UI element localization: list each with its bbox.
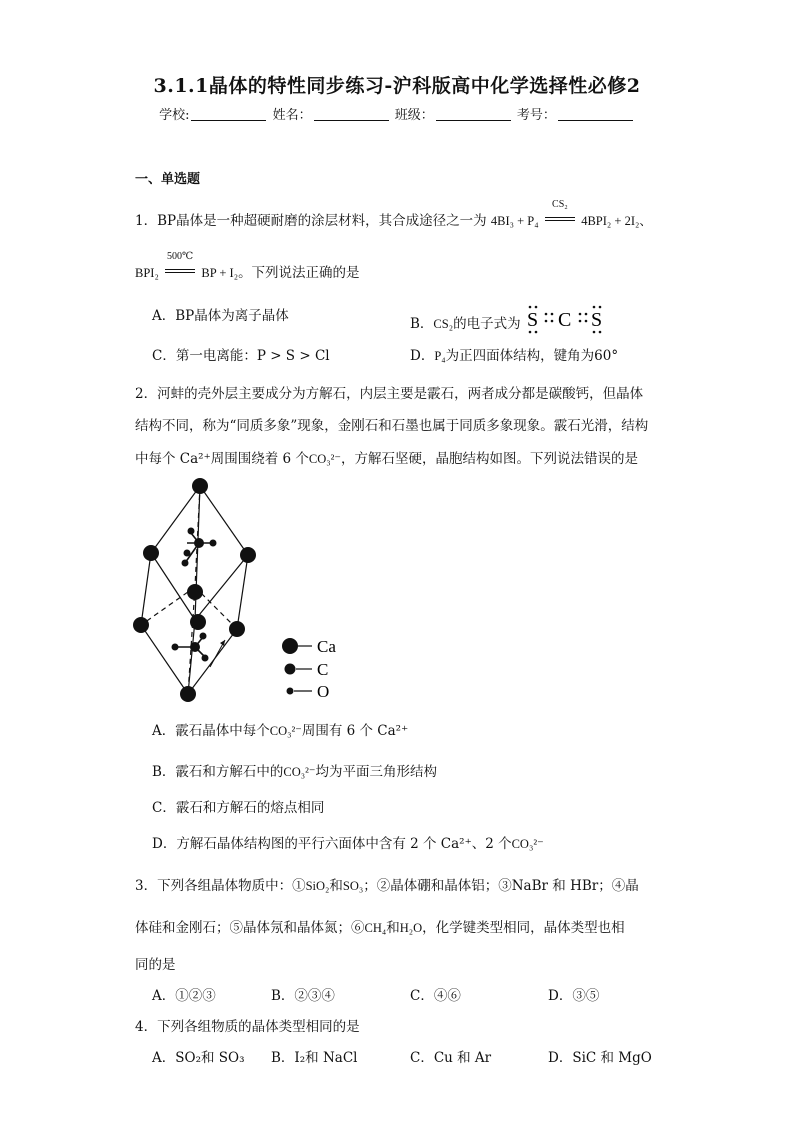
- q1-stem-line2: [135, 251, 360, 281]
- lewis-atom-s-left: S: [526, 309, 538, 331]
- q1-eq1-arrow: [545, 199, 575, 226]
- q2-line3-a: 中每个 Ca²⁺周围围绕着 6 个: [135, 451, 309, 467]
- q2-option-c[interactable]: C．霰石和方解石的熔点相同: [152, 800, 325, 816]
- q2-opta-formula: CO₃²⁻: [269, 724, 302, 738]
- q3-option-c[interactable]: C．④⑥: [410, 988, 461, 1004]
- q3-line2-f2: H₂O: [399, 921, 423, 935]
- q1-eq1-right: 4BPI₂ + 2I₂、: [581, 214, 652, 228]
- q1-optd-formula: P₄: [434, 349, 446, 363]
- q1-option-c[interactable]: C．第一电离能：P > S > Cl: [152, 348, 330, 364]
- figure-legend: [282, 637, 336, 701]
- q3-line2-a: 体硅和金刚石；⑤晶体氖和晶体氮；⑥: [135, 920, 365, 936]
- q2-opta-b: 周围有 6 个 Ca²⁺: [301, 723, 409, 739]
- q3-line1-b: ；②晶体硼和晶体铝；③NaBr 和 HBr；④晶: [363, 878, 639, 894]
- school-label: 学校:: [159, 108, 190, 123]
- q1-stem-line1: [135, 199, 652, 229]
- class-label: 班级：: [394, 108, 434, 123]
- lewis-atom-c: C: [557, 309, 572, 331]
- q1-optd-prefix: D．: [410, 348, 435, 364]
- calcite-unit-cell-figure: [125, 475, 355, 710]
- q1-optb-formula: CS₂: [433, 317, 454, 331]
- q3-line1-f1: SiO₂: [305, 879, 330, 893]
- school-blank[interactable]: [191, 108, 266, 121]
- legend-c: C: [317, 660, 329, 679]
- q2-opta-a: A．霰石晶体中每个: [152, 723, 270, 739]
- q4-stem: 4．下列各组物质的晶体类型相同的是: [135, 1019, 360, 1035]
- q1-optd-text: 为正四面体结构，键角为60°: [445, 348, 619, 364]
- id-blank[interactable]: [558, 108, 633, 121]
- q2-stem-line2: 结构不同，称为“同质多象”现象，金刚石和石墨也属于同质多象现象。霰石光滑，结构: [135, 418, 649, 434]
- section-title: 一、单选题: [135, 172, 201, 187]
- q1-eq1-cond: CS₂: [552, 199, 568, 210]
- q3-line2-b: ，化学键类型相同，晶体类型也相: [422, 920, 625, 936]
- class-blank[interactable]: [436, 108, 511, 121]
- q2-optb-formula: CO₃²⁻: [283, 765, 316, 779]
- q2-optb-b: 均为平面三角形结构: [315, 764, 437, 780]
- q3-stem-line3: 同的是: [135, 957, 176, 973]
- q4-option-c[interactable]: C．Cu 和 Ar: [410, 1050, 492, 1066]
- q3-option-b[interactable]: B．②③④: [271, 988, 335, 1004]
- q3-option-d[interactable]: D．③⑤: [548, 988, 600, 1004]
- q1-eq1-left: 4BI₃ + P₄: [490, 214, 539, 228]
- q1-eq2-left: BPI₂: [135, 266, 159, 280]
- q2-option-a[interactable]: [152, 719, 408, 739]
- name-blank[interactable]: [314, 108, 389, 121]
- q3-line1-a: 3．下列各组晶体物质中：①: [135, 878, 306, 894]
- q2-option-b[interactable]: [152, 760, 437, 780]
- q2-optd-a: D．方解石晶体结构图的平行六面体中含有 2 个 Ca²⁺、2 个: [152, 836, 512, 852]
- q4-option-a[interactable]: A．SO₂和 SO₃: [152, 1050, 245, 1066]
- q4-option-d[interactable]: D．SiC 和 MgO: [548, 1050, 652, 1066]
- q2-stem-line1: 2．河蚌的壳外层主要成分为方解石，内层主要是霰石，两者成分都是碳酸钙，但晶体: [135, 386, 644, 402]
- q1-eq2-right: BP + I₂: [201, 266, 239, 280]
- q2-optd-formula: CO₃²⁻: [511, 837, 544, 851]
- legend-ca: Ca: [317, 637, 336, 656]
- q1-option-a[interactable]: A．BP晶体为离子晶体: [152, 308, 289, 324]
- q2-line3-formula: CO₃²⁻: [308, 452, 341, 466]
- name-label: 姓名：: [272, 108, 312, 123]
- q2-line3-b: ，方解石坚硬，晶胞结构如图。下列说法错误的是: [340, 451, 638, 467]
- q2-stem-line3: [135, 447, 638, 467]
- q1-optb-prefix: B．: [410, 316, 434, 332]
- q1-eq2-cond: 500℃: [167, 251, 194, 262]
- q3-stem-line1: [135, 874, 639, 894]
- q2-optb-a: B．霰石和方解石中的: [152, 764, 284, 780]
- q2-option-d[interactable]: [152, 832, 544, 852]
- lewis-atom-s-right: S: [590, 309, 602, 331]
- q3-line1-and: 和: [329, 878, 343, 894]
- q4-option-b[interactable]: B．I₂和 NaCl: [271, 1050, 358, 1066]
- q1-optb-text: 的电子式为: [453, 316, 521, 332]
- q1-option-b[interactable]: [410, 304, 609, 334]
- q1-intro: 1．BP晶体是一种超硬耐磨的涂层材料，其合成途径之一为: [135, 213, 487, 229]
- q1-tail: 。下列说法正确的是: [238, 265, 360, 281]
- q3-line1-f2: SO₃: [342, 879, 364, 893]
- legend-o: O: [317, 682, 330, 701]
- student-info-row: [0, 104, 794, 123]
- q3-line2-f1: CH₄: [364, 921, 387, 935]
- q1-eq2-arrow: [165, 251, 195, 278]
- q3-line2-and: 和: [386, 920, 400, 936]
- q1-option-d[interactable]: [410, 344, 618, 364]
- q3-stem-line2: [135, 916, 625, 936]
- q3-option-a[interactable]: A．①②③: [152, 988, 216, 1004]
- id-label: 考号：: [516, 108, 556, 123]
- cs2-lewis-structure: [525, 304, 609, 334]
- page-title: 3.1.1晶体的特性同步练习-沪科版高中化学选择性必修2: [153, 75, 641, 97]
- ca-atoms: [133, 478, 256, 702]
